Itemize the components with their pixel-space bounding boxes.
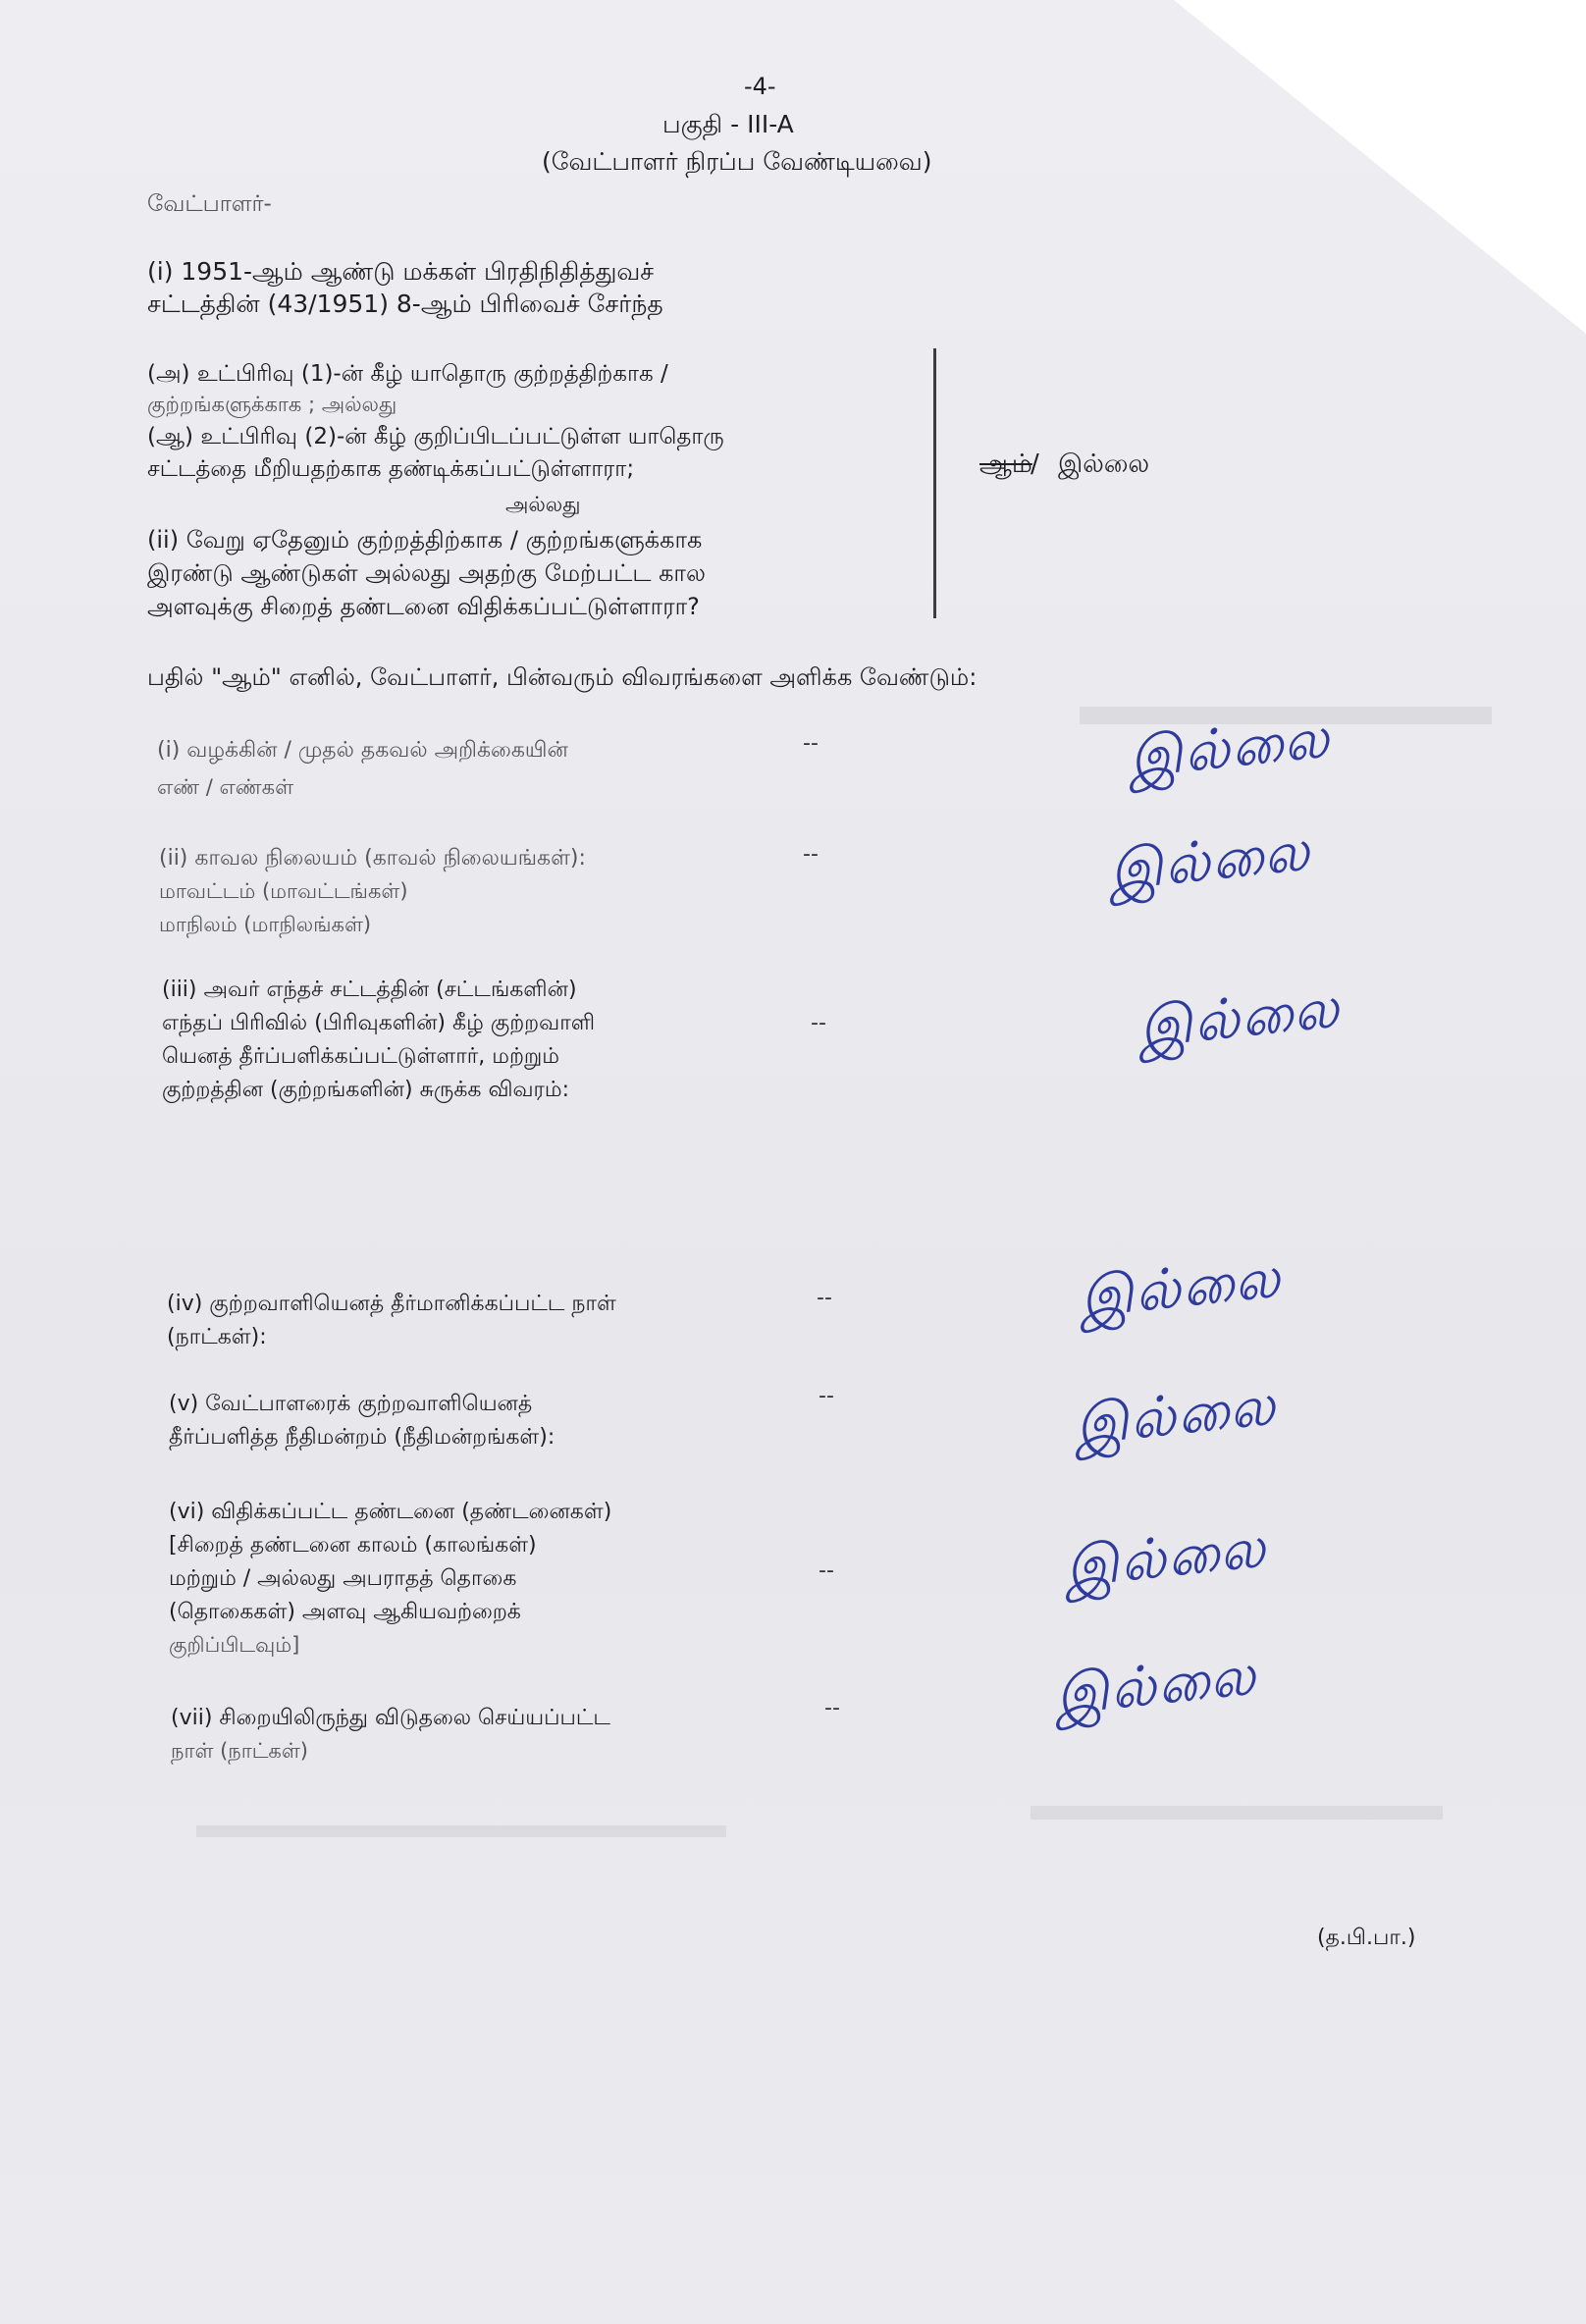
bleed-through-mark	[196, 1825, 726, 1837]
item-dash: --	[824, 1696, 840, 1720]
instruction-text: பதில் "ஆம்" எனில், வேட்பாளர், பின்வரும் விவரங்களை அளிக்க வேண்டும்:	[147, 663, 978, 691]
item-dash: --	[819, 1558, 834, 1583]
item-line: (vi) விதிக்கப்பட்ட தண்டனை (தண்டனைகள்)	[169, 1500, 612, 1524]
question-b-line: சட்டத்தை மீறியதற்காக தண்டிக்கப்பட்டுள்ளாரா;	[147, 456, 635, 482]
handwritten-answer: இல்லை	[1061, 1515, 1270, 1601]
continued-note: (த.பி.பா.)	[1317, 1926, 1416, 1950]
item-line: (தொகைகள்) அளவு ஆகியவற்றைக்	[169, 1600, 521, 1624]
item-line: (vii) சிறையிலிருந்து விடுதலை செய்யப்பட்ட	[171, 1706, 610, 1730]
item-line: எந்தப் பிரிவில் (பிரிவுகளின்) கீழ் குற்றவாளி	[162, 1011, 596, 1035]
item-line: (iv) குற்றவாளியெனத் தீர்மானிக்கப்பட்ட நாள்	[167, 1292, 616, 1316]
item-dash: --	[811, 1011, 826, 1035]
intro-line: சட்டத்தின் (43/1951) 8-ஆம் பிரிவைச் சேர்ந்த	[147, 290, 663, 318]
question-c-line: (ii) வேறு ஏதேனும் குற்றத்திற்காக / குற்றங்களுக்காக	[147, 526, 703, 554]
candidate-label: வேட்பாளர்-	[147, 191, 272, 217]
question-a-line: (அ) உட்பிரிவு (1)-ன் கீழ் யாதொரு குற்றத்திற்காக /	[147, 361, 668, 387]
handwritten-answer: இல்லை	[1051, 1643, 1260, 1728]
item-line: குறிப்பிடவும்]	[169, 1633, 300, 1657]
question-a-line: குற்றங்களுக்காக ; அல்லது	[147, 393, 397, 416]
handwritten-answer: இல்லை	[1135, 976, 1344, 1061]
item-line: குற்றத்தின (குற்றங்களின்) சுருக்க விவரம்:	[162, 1078, 570, 1102]
item-line: (iii) அவர் எந்தச் சட்டத்தின் (சட்டங்களின்)	[162, 977, 577, 1002]
item-line: (நாட்கள்):	[167, 1325, 267, 1349]
folded-corner	[1174, 0, 1586, 334]
page-number: -4-	[744, 73, 776, 100]
item-line: மாவட்டம் (மாவட்டங்கள்)	[159, 879, 408, 903]
handwritten-answer: இல்லை	[1125, 706, 1334, 791]
item-line: (i) வழக்கின் / முதல் தகவல் அறிக்கையின்	[157, 738, 568, 763]
item-line: தீர்ப்பளித்த நீதிமன்றம் (நீதிமன்றங்கள்):	[169, 1425, 555, 1450]
part-subtitle: (வேட்பாளர் நிரப்ப வேண்டியவை)	[542, 147, 932, 176]
item-line: மற்றும் / அல்லது அபராதத் தொகை	[169, 1566, 517, 1591]
answer-yes-struck: ஆம்	[979, 449, 1032, 479]
question-b-line: (ஆ) உட்பிரிவு (2)-ன் கீழ் குறிப்பிடப்பட்டுள்ள யாதொரு	[147, 424, 724, 449]
item-dash: --	[803, 842, 819, 867]
question-c-line: அளவுக்கு சிறைத் தண்டனை விதிக்கப்பட்டுள்ளாரா?	[147, 593, 700, 620]
divider-line	[933, 348, 936, 618]
item-line: (v) வேட்பாளரைக் குற்றவாளியெனத்	[169, 1392, 533, 1416]
handwritten-answer: இல்லை	[1071, 1373, 1280, 1458]
item-line: எண் / எண்கள்	[157, 775, 294, 799]
intro-line: (i) 1951-ஆம் ஆண்டு மக்கள் பிரதிநிதித்துவச்	[147, 257, 655, 286]
item-line: (ii) காவல நிலையம் (காவல் நிலையங்கள்):	[159, 846, 586, 871]
item-line: யெனத் தீர்ப்பளிக்கப்பட்டுள்ளார், மற்றும்	[162, 1044, 560, 1069]
item-dash: --	[803, 731, 819, 756]
bleed-through-mark	[1031, 1806, 1443, 1820]
handwritten-answer: இல்லை	[1105, 819, 1314, 904]
item-line: [சிறைத் தண்டனை காலம் (காலங்கள்)	[169, 1533, 537, 1558]
item-dash: --	[819, 1384, 834, 1408]
item-dash: --	[817, 1286, 832, 1310]
handwritten-answer: இல்லை	[1076, 1245, 1285, 1331]
item-line: மாநிலம் (மாநிலங்கள்)	[159, 913, 372, 936]
item-line: நாள் (நாட்கள்)	[171, 1739, 308, 1763]
question-or: அல்லது	[505, 493, 581, 516]
question-c-line: இரண்டு ஆண்டுகள் அல்லது அதற்கு மேற்பட்ட கால	[147, 559, 706, 587]
answer-separator: /	[1031, 449, 1039, 479]
answer-no: இல்லை	[1058, 449, 1150, 479]
part-title: பகுதி - III-A	[662, 110, 794, 138]
